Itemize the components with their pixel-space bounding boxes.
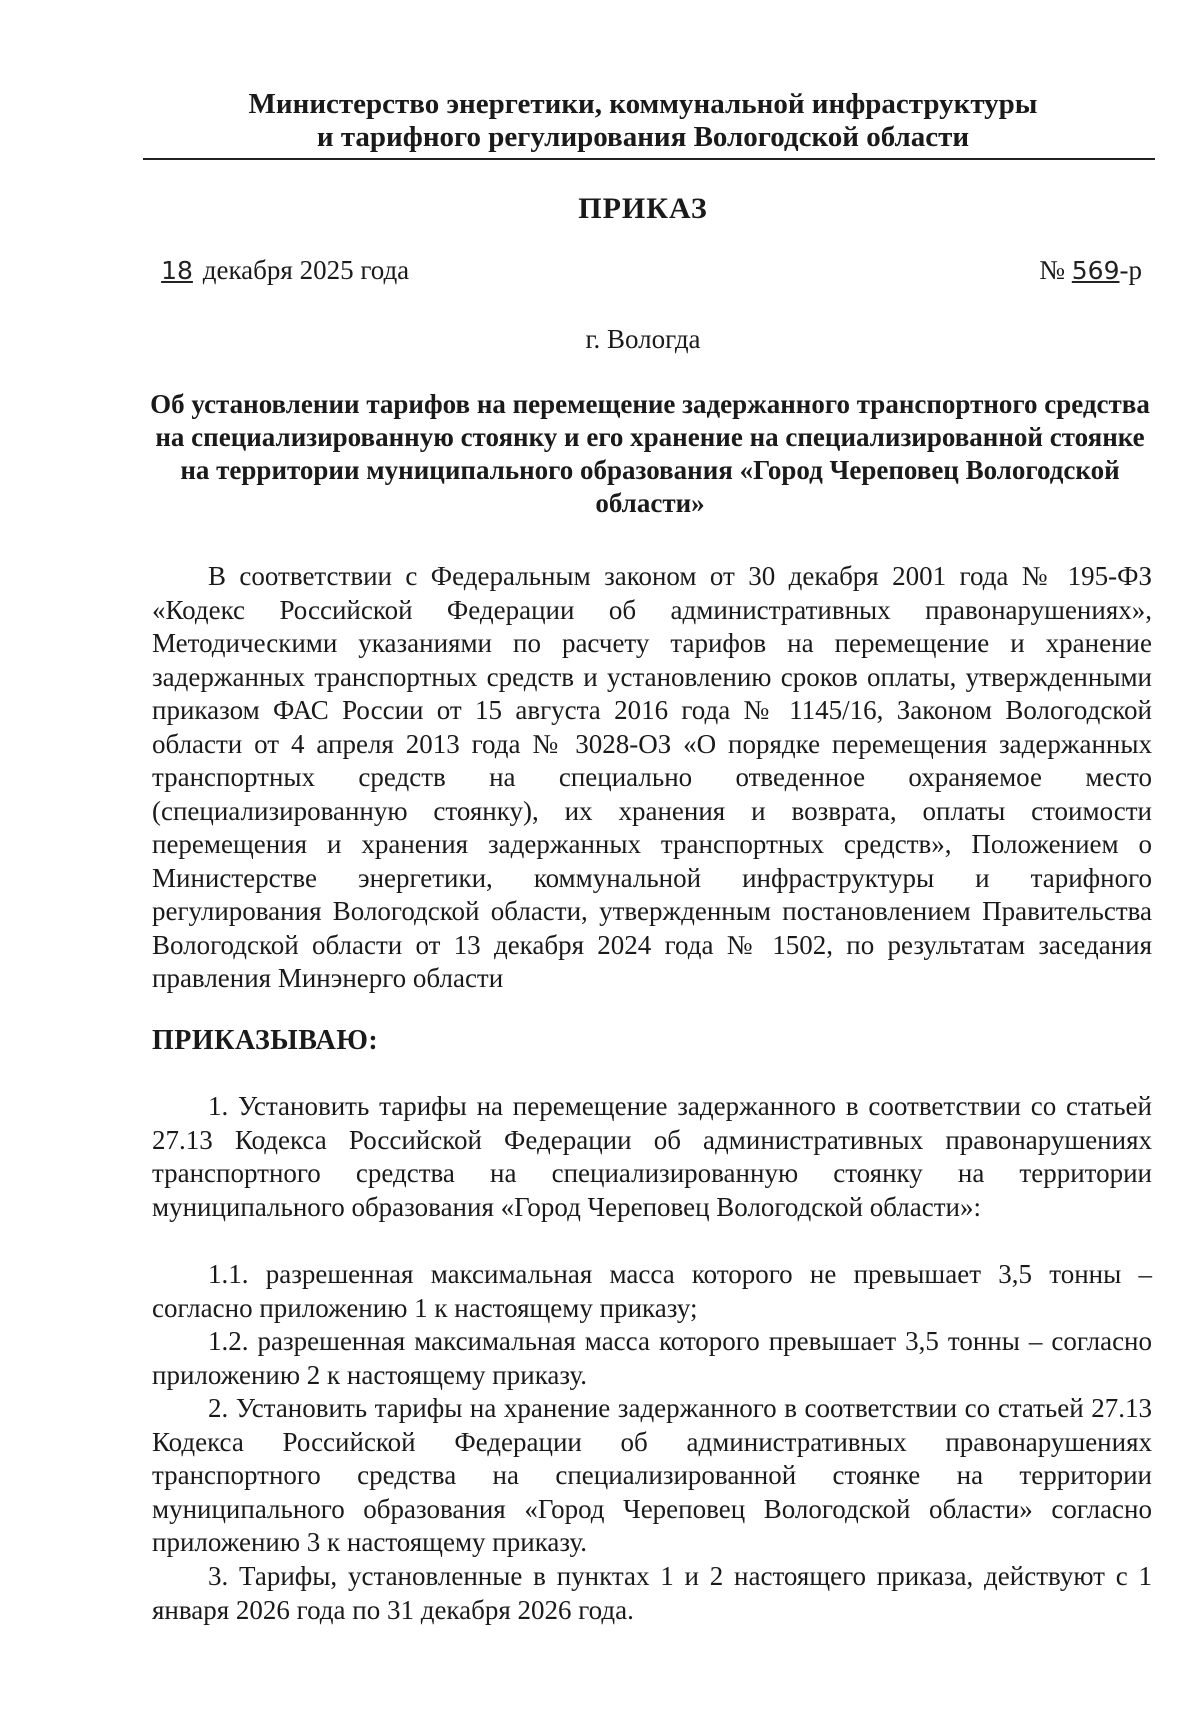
order-number-suffix: -р: [1119, 255, 1142, 285]
item-1: 1. Установить тарифы на перемещение задержанного в соответствии со статьей 27.13 Кодекса Российской Федерации об административных правонарушениях транспортного средства на специализированную стоянку на территории муниципального образования «Город Череповец Вологодской области»:: [152, 1091, 1152, 1222]
date-month-year: декабря 2025 года: [202, 255, 410, 285]
item-2: 2. Установить тарифы на хранение задержанного в соответствии со статьей 27.13 Кодекса Российской Федерации об административных правонарушениях транспортного средства на специализированной стоянке на территории муниципального образования «Город Череповец Вологодской области» согласно приложению 3 к настоящему приказу.: [152, 1393, 1152, 1557]
city: г. Вологда: [585, 324, 701, 354]
item-1-1: 1.1. разрешенная максимальная масса которого не превышает 3,5 тонны – согласно приложению 1 к настоящему приказу;: [152, 1259, 1152, 1323]
document-type-title: ПРИКАЗ: [578, 192, 708, 225]
item-3: 3. Тарифы, установленные в пунктах 1 и 2 настоящего приказа, действуют с 1 января 2026 года по 31 декабря 2026 года.: [152, 1561, 1152, 1625]
decree-word: ПРИКАЗЫВАЮ:: [152, 1025, 379, 1056]
handwritten-order-number: 569: [1071, 256, 1120, 285]
item-1-2: 1.2. разрешенная максимальная масса которого превышает 3,5 тонны – согласно приложению 2 к настоящему приказу.: [152, 1326, 1152, 1390]
ministry-name-line-2: и тарифного регулирования Вологодской области: [316, 121, 970, 153]
ministry-name-line-1: Министерство энергетики, коммунальной инфраструктуры: [248, 88, 1038, 120]
order-heading: Об установлении тарифов на перемещение задержанного транспортного средства на специализированную стоянку и его хранение на специализированной стоянке на территории муниципального образования «Город Череповец Вологодской области»: [150, 389, 1150, 518]
order-date: [158, 255, 409, 286]
order-number-prefix: №: [1039, 255, 1072, 285]
handwritten-day: 18: [161, 256, 193, 285]
preamble-paragraph: В соответствии с Федеральным законом от 30 декабря 2001 года № 195-ФЗ «Кодекс Российской Федерации об административных правонарушениях», Методическими указаниями по расчету тарифов на перемещение и хранение задержанных транспортных средств и установлению сроков оплаты, утвержденными приказом ФАС России от 15 августа 2016 года № 1145/16, Законом Вологодской области от 4 апреля 2013 года № 3028-ОЗ «О порядке перемещения задержанных транспортных средств на специально отведенное охраняемое место (специализированную стоянку), их хранения и возврата, оплаты стоимости перемещения и хранения задержанных транспортных средств», Положением о Министерстве энергетики, коммунальной инфраструктуры и тарифного регулирования Вологодской области, утвержденным постановлением Правительства Вологодской области от 13 декабря 2024 года № 1502, по результатам заседания правления Минэнерго области: [152, 561, 1152, 993]
order-number: [1039, 255, 1142, 286]
header-divider: [143, 158, 1155, 160]
